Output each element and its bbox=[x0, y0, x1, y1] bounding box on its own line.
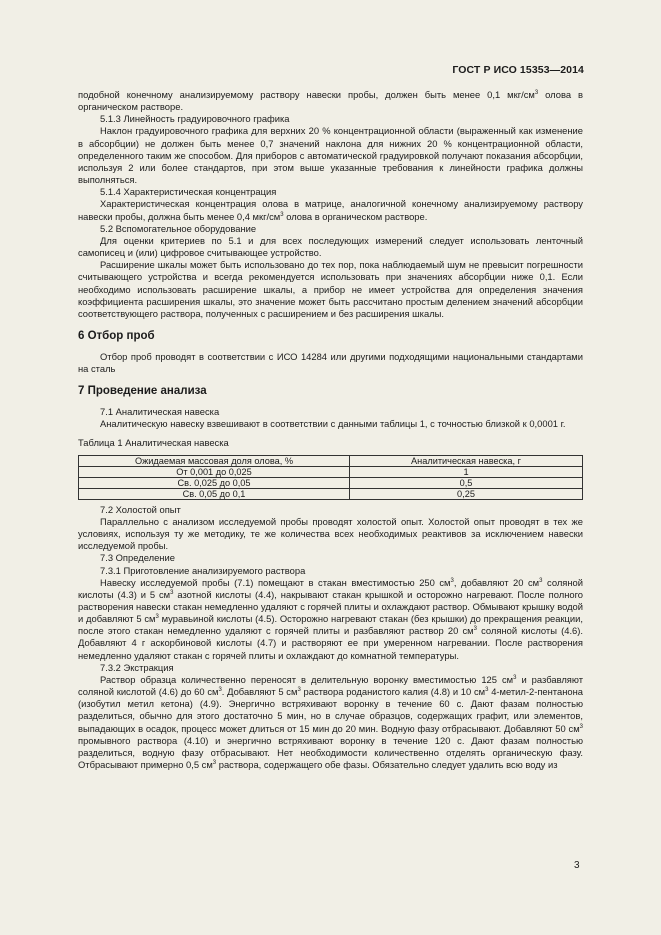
table-header-cell: Аналитическая навеска, г bbox=[350, 455, 583, 466]
paragraph-5-2-a: Для оценки критериев по 5.1 и для всех последующих измерений следует использовать ленточный самописец и (или) цифровое считывающее устройство. bbox=[78, 234, 583, 259]
text: и разбавляют соляной кислотой (4.6) до 60 см bbox=[78, 673, 583, 698]
subsection-7-2: 7.2 Холостой опыт bbox=[100, 503, 181, 515]
table-header-cell: Ожидаемая массовая доля олова, % bbox=[79, 455, 350, 466]
section-heading-6: 6 Отбор проб bbox=[78, 329, 155, 342]
page-number: 3 bbox=[574, 860, 580, 871]
subsection-7-3: 7.3 Определение bbox=[100, 552, 175, 564]
text: Характеристическая концентрация олова в матрице, аналогичной конечному анализируемому раствору навески пробы, должна быть менее 0,4 мкг/см bbox=[78, 198, 583, 222]
text: , добавляют 20 см bbox=[453, 576, 540, 588]
text: муравьиной кислоты (4.5). Осторожно нагревают стакан (без крышки) до прекращения реакции, после этого стакан немедленно удаляют с горячей плиты и разбавляют раствор 20 см bbox=[78, 613, 584, 637]
text: соляной кислоты (4.6). Добавляют 4 г аскорбиновой кислоты (4.7) и растворяют ее при умеренном нагревании. После растворения немедленно удаляют стакан с горячей плиты и охлаждают до комнатной температуры. bbox=[78, 625, 583, 661]
section-heading-7: 7 Проведение анализа bbox=[78, 385, 207, 398]
text: раствора, содержащего обе фазы. Обязательно следует удалить всю воду из bbox=[216, 759, 558, 771]
subsection-5-1-4: 5.1.4 Характеристическая концентрация bbox=[100, 186, 277, 198]
superscript: 3 bbox=[280, 211, 284, 218]
paragraph-7-3-1 bbox=[78, 577, 583, 662]
subsection-5-2: 5.2 Вспомогательное оборудование bbox=[100, 222, 257, 234]
superscript: 3 bbox=[485, 687, 489, 694]
paragraph-7-3-2 bbox=[78, 674, 583, 771]
text: 4-метил-2-пентанона (изобутил метил кетона) (4.9). Энергично встряхивают воронку в течение 60 с. Дают фазам полностью разделиться, обычно для этого достаточно 5 мин, но в случае образцов, содержащих графит, или элементов, выпадающих в осадок, процесс может длиться от 15 мин до 20 мин. Водную фазу отбрасывают. Добавляют 50 см bbox=[78, 686, 583, 734]
table-cell: Св. 0,025 до 0,05 bbox=[79, 477, 350, 488]
table-cell: От 0,001 до 0,025 bbox=[79, 466, 350, 477]
text: олова в органическом растворе. bbox=[78, 89, 583, 113]
subsection-7-3-1: 7.3.1 Приготовление анализируемого раствора bbox=[100, 564, 306, 576]
superscript: 3 bbox=[170, 589, 174, 596]
paragraph-6: Отбор проб проводят в соответствии с ИСО 14284 или другими подходящими национальными стандартами на сталь bbox=[78, 350, 583, 375]
text: олова в органическом растворе. bbox=[283, 210, 428, 222]
text: азотной кислоты (4.4), накрывают стакан крышкой и осторожно нагревают. После полного растворения навески стакан немедленно удаляют с горячей плиты и охлаждают раствор. Обмывают крышку водой и добавляют 5 см bbox=[78, 588, 584, 625]
table-cell: 0,25 bbox=[350, 488, 583, 499]
superscript: 3 bbox=[450, 577, 454, 584]
subsection-7-1: 7.1 Аналитическая навеска bbox=[100, 406, 220, 418]
document-header: ГОСТ Р ИСО 15353—2014 bbox=[452, 64, 584, 76]
text: . Добавляют 5 см bbox=[221, 686, 298, 698]
page-content bbox=[78, 89, 583, 771]
paragraph-5-2-b: Расширение шкалы может быть использовано до тех пор, пока наблюдаемый шум не превысит погрешности считывающего устройства и всегда рекомендуется использовать при значениях абсорбции ниже 0,1. Если необходимо использовать расширение шкалы, а прибор не имеет устройства для определения значения коэффициента расширения шкалы, это значение может быть рассчитано простым делением значений абсорбции соответствующего раствора, полученных с расширением и без расширения шкалы. bbox=[78, 259, 583, 319]
subsection-7-3-2: 7.3.2 Экстракция bbox=[100, 661, 174, 673]
superscript: 3 bbox=[513, 674, 517, 681]
text: промывного раствора (4.10) и энергично встряхивают воронку в течение 120 с. Дают фазам полностью разделиться, водную фазу отбрасывают. Нет необходимости количественно отделять органическую фазу. Отбрасывают примерно 0,5 см bbox=[78, 734, 583, 771]
paragraph-7-2: Параллельно с анализом исследуемой пробы проводят холостой опыт. Холостой опыт проводят в тех же условиях, используя ту же методику, те же количества всех необходимых реактивов за исключением навески исследуемой пробы. bbox=[78, 515, 583, 552]
paragraph-continuation bbox=[78, 89, 583, 113]
table-header-row bbox=[79, 455, 583, 466]
paragraph-7-1: Аналитическую навеску взвешивают в соответствии с данными таблицы 1, с точностью близкой к 0,0001 г. bbox=[100, 418, 566, 430]
paragraph-5-1-3: Наклон градуировочного графика для верхних 20 % концентрационной области (выраженный как изменение в абсорбции) не должен быть менее 0,7 значений наклона для нижних 20 % концентрационной области, определенного таким же способом. Для приборов с автоматической градуировкой получают показания абсорбции, используя 2 или более стандартов, при этом выше указанные требования к линейности графика должны выполняться. bbox=[78, 125, 583, 186]
text: раствора роданистого калия (4.8) и 10 см bbox=[300, 686, 486, 698]
superscript: 3 bbox=[297, 687, 301, 694]
superscript: 3 bbox=[473, 626, 477, 633]
superscript: 3 bbox=[218, 687, 222, 694]
subsection-5-1-3: 5.1.3 Линейность градуировочного графика bbox=[100, 113, 290, 125]
text: соляной кислоты (4.3) и 5 см bbox=[78, 576, 583, 600]
text: Раствор образца количественно переносят в делительную воронку вместимостью 125 см bbox=[100, 673, 514, 685]
superscript: 3 bbox=[534, 90, 539, 96]
paragraph-5-1-4 bbox=[78, 198, 583, 222]
table-row bbox=[79, 466, 583, 477]
table-row bbox=[79, 488, 583, 499]
table-cell: 0,5 bbox=[350, 477, 583, 488]
text: подобной конечному анализируемому раствору навески пробы, должен быть менее 0,1 мкг/см bbox=[78, 89, 535, 100]
superscript: 3 bbox=[539, 577, 543, 584]
superscript: 3 bbox=[579, 723, 583, 730]
analytical-sample-table bbox=[78, 455, 583, 500]
superscript: 3 bbox=[212, 760, 217, 767]
table-cell: Св. 0,05 до 0,1 bbox=[79, 488, 350, 499]
table-row bbox=[79, 477, 583, 488]
superscript: 3 bbox=[155, 614, 159, 621]
table-cell: 1 bbox=[350, 466, 583, 477]
text: Навеску исследуемой пробы (7.1) помещают в стакан вместимостью 250 см bbox=[100, 576, 451, 588]
table-caption: Таблица 1 Аналитическая навеска bbox=[78, 436, 229, 448]
